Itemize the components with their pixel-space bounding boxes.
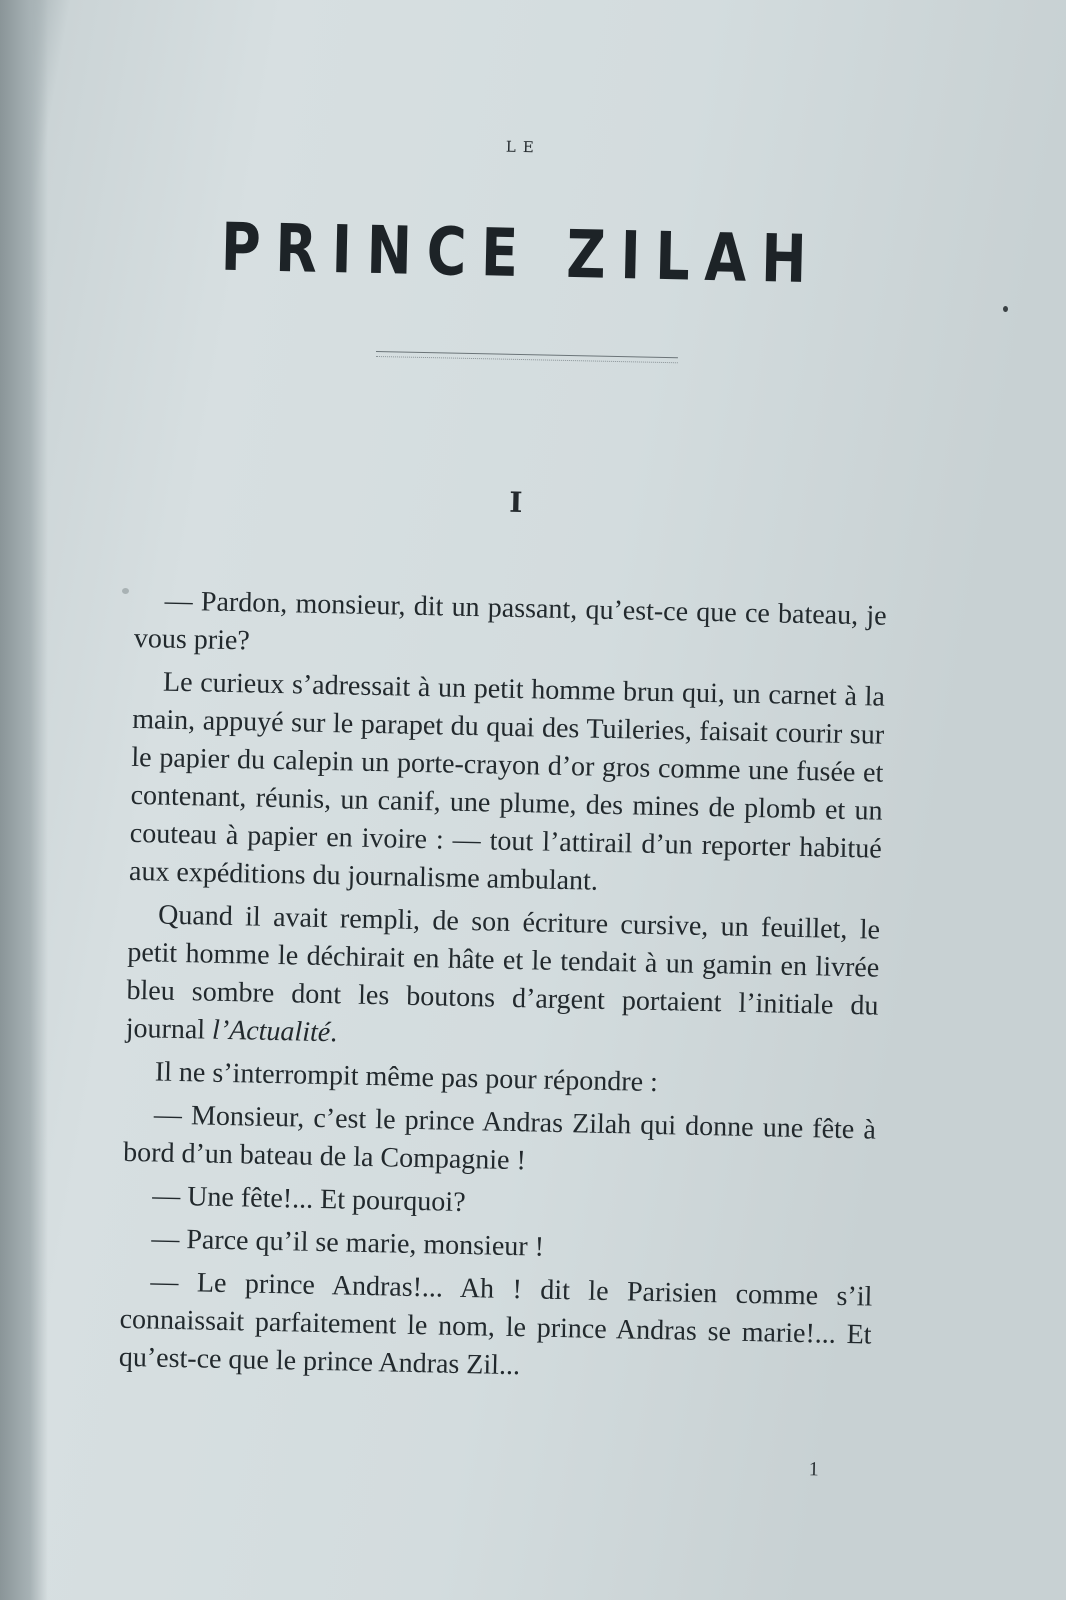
paragraph: Il ne s’interrompit même pas pour répondre :	[154, 1056, 659, 1099]
book-gutter	[0, 0, 48, 1600]
book-title: PRINCE ZILAH	[220, 208, 823, 299]
title-rule	[376, 351, 678, 363]
body-text	[118, 582, 886, 1393]
page-content	[98, 0, 931, 1600]
journal-name: l’Actualité	[211, 1014, 331, 1049]
paragraph: — Monsieur, c’est le prince Andras Zilah qui donne une fête à bord d’un bateau de la Compagnie !	[122, 1099, 877, 1177]
chapter-number: I	[508, 485, 523, 520]
paragraph: Le curieux s’adressait à un petit homme brun qui, un carnet à la main, appuyé sur le parapet du quai des Tuileries, faisait courir sur le papier du calepin un porte-crayon d’or gros comme une fusée et contenant, réunis, un canif, une plume, des mines de plomb et un couteau à papier en ivoire : — tout l’attirail d’un reporter habitué aux expéditions du journalisme ambulant.	[128, 666, 886, 897]
paragraph: — Le prince Andras!... Ah ! dit le Parisien comme s’il connaissait parfaitement le nom, le prince Andras se marie!... Et qu’est-ce que le prince Andras Zil...	[118, 1266, 873, 1382]
paragraph: — Parce qu’il se marie, monsieur !	[151, 1223, 545, 1263]
paragraph: — Une fête!... Et pourquoi?	[151, 1180, 466, 1219]
paragraph-end: .	[329, 1017, 338, 1049]
paragraph-text: Quand il avait rempli, de son écriture cursive, un feuillet, le petit homme le déchirait en hâte et le tendait à un gamin en livrée bleu sombre dont les boutons d’argent portaient l’initiale du journal	[125, 899, 881, 1046]
paragraph	[125, 896, 880, 1064]
paragraph: — Pardon, monsieur, dit un passant, qu’est-ce que ce bateau, je vous prie?	[133, 585, 887, 657]
title-article: LE	[505, 137, 541, 157]
paper-speck	[1003, 306, 1008, 312]
signature-mark: 1	[808, 1458, 819, 1481]
